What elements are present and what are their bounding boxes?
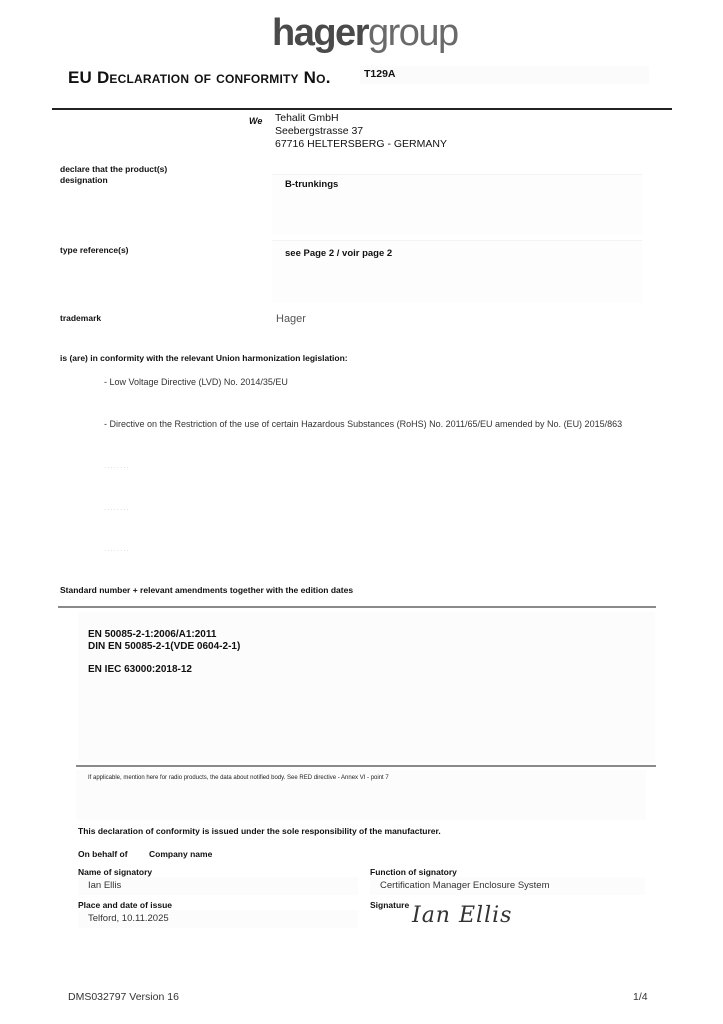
manufacturer-name: Tehalit GmbH [275, 112, 339, 124]
place-date-field[interactable]: Telford, 10.11.2025 [78, 910, 358, 928]
manufacturer-street: Seebergstrasse 37 [275, 125, 364, 137]
on-behalf-label: On behalf of [78, 849, 128, 859]
standards-field[interactable] [78, 612, 655, 762]
responsibility-statement: This declaration of conformity is issued under the sole responsibility of the manufacturer. [78, 826, 441, 836]
standards-divider [58, 606, 656, 608]
designation-field[interactable] [272, 174, 642, 235]
legislation-item-lvd: - Low Voltage Directive (LVD) No. 2014/35/EU [104, 377, 288, 387]
header-divider [52, 108, 672, 110]
manufacturer-address [275, 112, 447, 151]
standard-line: DIN EN 50085-2-1(VDE 0604-2-1) [88, 641, 241, 652]
document-id: DMS032797 Version 16 [68, 991, 179, 1003]
place-date-label: Place and date of issue [78, 900, 173, 910]
signature-image: Ian Ellis [412, 903, 513, 928]
legislation-item-rohs: - Directive on the Restriction of the use of certain Hazardous Substances (RoHS) No. 2011/65/EU amended by No. (EU) 2015/863 [104, 419, 623, 429]
signatory-function-label: Function of signatory [370, 867, 457, 877]
standards-heading: Standard number + relevant amendments together with the edition dates [60, 585, 354, 595]
trademark-label: trademark [60, 313, 102, 323]
legislation-heading: is (are) in conformity with the relevant Union harmonization legislation: [60, 353, 348, 363]
radio-notified-body-field[interactable] [76, 770, 646, 820]
page-number: 1/4 [633, 991, 648, 1003]
standard-line: EN IEC 63000:2018-12 [88, 664, 192, 675]
type-reference-field[interactable] [272, 240, 642, 303]
logo-light: group [367, 12, 458, 54]
signatory-name-field[interactable]: Ian Ellis [78, 877, 358, 895]
legislation-placeholder[interactable]: ........ [104, 544, 130, 553]
manufacturer-city: 67716 HELTERSBERG - GERMANY [275, 138, 447, 150]
radio-divider [76, 765, 656, 767]
doc-number-field[interactable]: T129A [360, 66, 649, 84]
legislation-placeholder[interactable]: ........ [104, 503, 130, 512]
standard-line: EN 50085-2-1:2006/A1:2011 [88, 629, 217, 640]
declare-label: declare that the product(s) [60, 164, 168, 174]
hagergroup-logo [272, 14, 458, 52]
type-reference-value: see Page 2 / voir page 2 [285, 248, 393, 259]
designation-label: designation [60, 175, 108, 185]
signatory-function-field[interactable]: Certification Manager Enclosure System [370, 877, 645, 895]
legislation-placeholder[interactable]: ........ [104, 461, 130, 470]
signatory-name-label: Name of signatory [78, 867, 153, 877]
trademark-value[interactable]: Hager [276, 313, 306, 325]
company-name-label[interactable]: Company name [149, 849, 213, 859]
type-reference-label: type reference(s) [60, 245, 129, 255]
radio-note: If applicable, mention here for radio products, the data about notified body. See RED directive - Annex VI - point 7 [88, 775, 389, 781]
designation-value: B-trunkings [285, 179, 339, 190]
signature-label: Signature [370, 900, 410, 910]
page-title: EU Declaration of conformity No. [68, 68, 331, 87]
we-label: We [249, 116, 263, 126]
logo-bold: hager [272, 12, 368, 54]
